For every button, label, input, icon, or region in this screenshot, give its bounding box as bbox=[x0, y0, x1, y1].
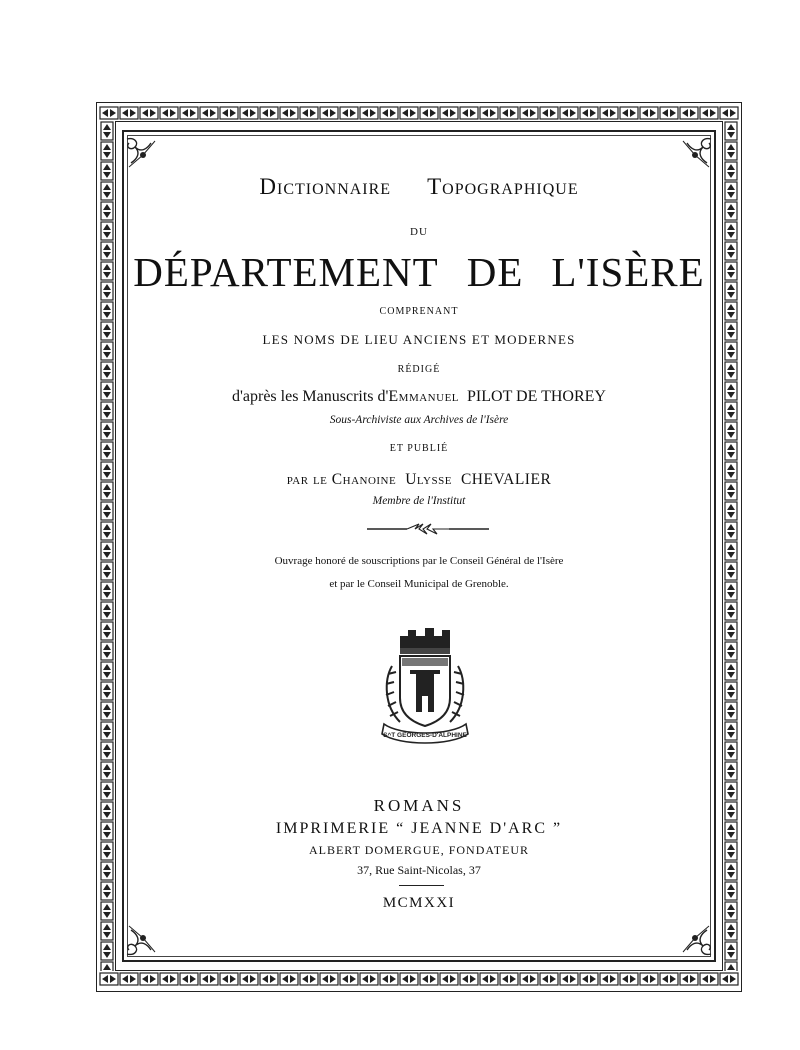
editor-title: Membre de l'Institut bbox=[372, 495, 466, 507]
title-du: DU bbox=[410, 226, 428, 238]
publication-year: MCMXXI bbox=[382, 895, 456, 911]
author-line bbox=[130, 388, 708, 406]
title-word-isere: L'ISÈRE bbox=[551, 249, 705, 295]
subtitle-comprenant: COMPRENANT bbox=[379, 306, 459, 317]
editor-last-name: CHEVALIER bbox=[460, 471, 552, 488]
author-first-name: Emmanuel bbox=[388, 388, 460, 405]
subscription-note-line-2: et par le Conseil Municipal de Grenoble. bbox=[329, 578, 509, 590]
corner-flourish-icon bbox=[121, 920, 161, 960]
title-word-dictionnaire: Dictionnaire bbox=[259, 174, 392, 199]
author-last-name: PILOT DE THOREY bbox=[467, 388, 606, 405]
subtitle-noms-de-lieu: LES NOMS DE LIEU ANCIENS ET MODERNES bbox=[262, 332, 576, 347]
title-word-departement: DÉPARTEMENT bbox=[133, 249, 439, 295]
coat-of-arms-icon bbox=[370, 626, 480, 750]
ornamental-divider-icon bbox=[367, 520, 489, 538]
right-ornamental-band bbox=[723, 121, 739, 971]
title-line-1 bbox=[130, 174, 708, 200]
editor-first-name: Ulysse bbox=[405, 471, 452, 488]
imprint-founder: ALBERT DOMERGUE, FONDATEUR bbox=[308, 843, 530, 857]
editor-line bbox=[130, 471, 708, 489]
imprint-printer: IMPRIMERIE “ JEANNE D'ARC ” bbox=[275, 820, 563, 837]
coat-of-arms-banner: S^T GEORGES-D'ALPHINE bbox=[383, 732, 467, 739]
label-et-publie: ET PUBLIÉ bbox=[389, 443, 449, 454]
corner-flourish-icon bbox=[121, 133, 161, 173]
author-prefix: d'après les Manuscrits d' bbox=[232, 388, 389, 405]
top-ornamental-band bbox=[99, 105, 739, 121]
imprint-rule bbox=[399, 885, 444, 886]
subscription-note-line-1: Ouvrage honoré de souscriptions par le Conseil Général de l'Isère bbox=[274, 555, 564, 567]
left-ornamental-band bbox=[99, 121, 115, 971]
editor-prefix: par le Chanoine bbox=[286, 471, 397, 488]
label-redige: RÉDIGÉ bbox=[397, 364, 441, 375]
title-line-2 bbox=[130, 248, 708, 296]
title-word-de: DE bbox=[466, 249, 524, 295]
bottom-ornamental-band bbox=[99, 971, 739, 987]
title-word-topographique: Topographique bbox=[427, 174, 579, 199]
author-title: Sous-Archiviste aux Archives de l'Isère bbox=[329, 414, 509, 426]
corner-flourish-icon bbox=[677, 920, 717, 960]
corner-flourish-icon bbox=[677, 133, 717, 173]
imprint-address: 37, Rue Saint-Nicolas, 37 bbox=[357, 863, 481, 877]
imprint-city: ROMANS bbox=[373, 796, 465, 815]
